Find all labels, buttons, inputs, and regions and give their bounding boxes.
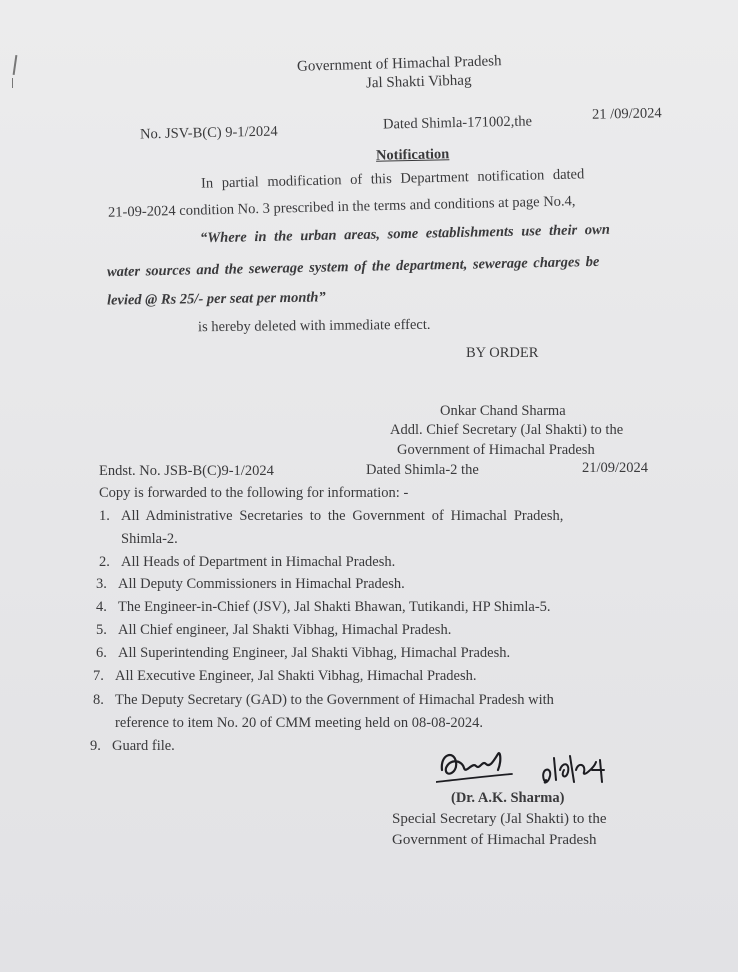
recipient-text: All Superintending Engineer, Jal Shakti Vibhag, Himachal Pradesh. xyxy=(118,645,511,661)
recipient-number: 5. xyxy=(96,622,107,638)
recipient-text: All Heads of Department in Himachal Pradesh. xyxy=(121,554,396,570)
body-paragraph-line: 21-09-2024 condition No. 3 prescribed in the terms and conditions at page No.4, xyxy=(107,193,576,221)
recipient-number: 7. xyxy=(93,668,104,684)
recipient-text: All Deputy Commissioners in Himachal Pradesh. xyxy=(118,576,405,592)
signatory2-designation: Special Secretary (Jal Shakti) to the xyxy=(392,811,607,827)
quoted-condition-line: “Where in the urban areas, some establishments use their own xyxy=(199,221,610,247)
signatory2-name: (Dr. A.K. Sharma) xyxy=(451,790,565,806)
endorsement-dated-label: Dated Shimla-2 the xyxy=(366,462,479,478)
recipient-text: The Engineer-in-Chief (JSV), Jal Shakti Bhawan, Tutikandi, HP Shimla-5. xyxy=(118,599,551,615)
reference-date: 21 /09/2024 xyxy=(591,105,662,123)
endorsement-number: Endst. No. JSB-B(C)9-1/2024 xyxy=(99,463,274,479)
quoted-condition-line: water sources and the sewerage system of the department, sewerage charges be xyxy=(106,253,600,281)
closing-statement: is hereby deleted with immediate effect. xyxy=(197,316,431,336)
body-paragraph-line: In partial modification of this Department notification dated xyxy=(200,166,585,192)
signatory2-designation: Government of Himachal Pradesh xyxy=(392,832,597,848)
handwritten-signature xyxy=(436,740,616,795)
signatory-name: Onkar Chand Sharma xyxy=(440,403,566,419)
reference-number: No. JSV-B(C) 9-1/2024 xyxy=(139,123,278,143)
recipient-text: Guard file. xyxy=(112,738,175,754)
recipient-number: 3. xyxy=(96,576,107,592)
header-government: Government of Himachal Pradesh xyxy=(296,53,502,75)
recipient-item xyxy=(93,691,554,709)
recipient-item xyxy=(96,575,405,593)
notification-title: Notification xyxy=(375,146,450,164)
recipient-item xyxy=(96,644,510,662)
signatory-designation: Government of Himachal Pradesh xyxy=(397,442,595,458)
margin-mark xyxy=(12,78,13,88)
handwritten-date xyxy=(0,0,3,18)
recipient-item xyxy=(99,507,563,525)
copy-forwarded-line: Copy is forwarded to the following for information: - xyxy=(99,485,409,501)
quoted-condition-line: levied @ Rs 25/- per seat per month” xyxy=(106,289,326,309)
recipient-number: 6. xyxy=(96,645,107,661)
by-order: BY ORDER xyxy=(466,345,539,361)
recipient-text: All Administrative Secretaries to the Government of Himachal Pradesh, xyxy=(121,508,564,524)
recipient-number: 8. xyxy=(93,692,104,708)
margin-mark xyxy=(13,55,18,75)
recipient-number: 4. xyxy=(96,599,107,615)
recipient-text: All Executive Engineer, Jal Shakti Vibhag, Himachal Pradesh. xyxy=(115,668,477,684)
recipient-number: 2. xyxy=(99,554,110,570)
recipient-item xyxy=(90,737,175,755)
recipient-number: 1. xyxy=(99,508,110,524)
recipient-text: The Deputy Secretary (GAD) to the Government of Himachal Pradesh with xyxy=(115,692,554,708)
recipient-continuation: Shimla-2. xyxy=(121,531,178,547)
recipient-item xyxy=(96,598,551,616)
signatory-designation: Addl. Chief Secretary (Jal Shakti) to the xyxy=(390,422,624,438)
endorsement-date: 21/09/2024 xyxy=(582,460,649,476)
recipient-item xyxy=(99,553,395,571)
recipient-text: All Chief engineer, Jal Shakti Vibhag, Himachal Pradesh. xyxy=(118,622,452,638)
header-department: Jal Shakti Vibhag xyxy=(365,72,472,92)
recipient-number: 9. xyxy=(90,738,101,754)
recipient-item xyxy=(96,621,451,639)
recipient-item xyxy=(93,667,477,685)
reference-dated-label: Dated Shimla-171002,the xyxy=(382,113,533,133)
recipient-continuation: reference to item No. 20 of CMM meeting held on 08-08-2024. xyxy=(115,715,484,731)
